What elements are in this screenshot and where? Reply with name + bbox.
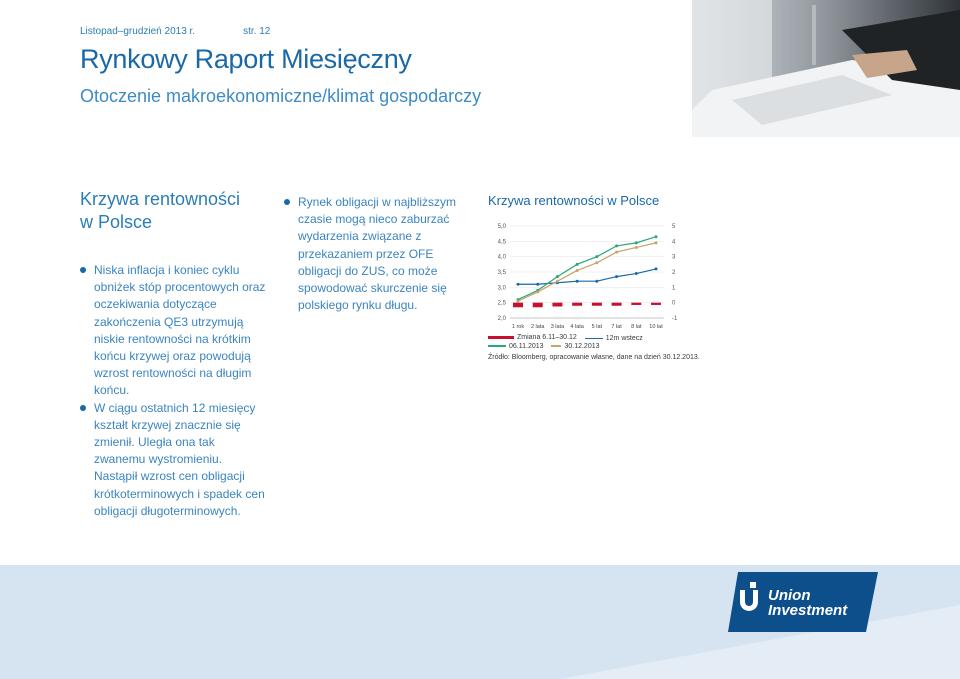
series-point (556, 280, 559, 283)
y-left-tick-label: 4,5 (497, 239, 506, 246)
chart-legend (488, 334, 688, 350)
y-right-tick-label: 3 (672, 254, 676, 261)
series-point (576, 269, 579, 272)
legend-item-3012 (551, 343, 599, 350)
y-right-tick-label: 2 (672, 270, 676, 276)
bar-mark (533, 303, 543, 308)
legend-line-swatch (585, 338, 603, 340)
left-column (80, 262, 266, 520)
bar-mark (612, 303, 622, 306)
header-meta (80, 26, 270, 37)
y-right-tick-label: 0 (672, 300, 676, 307)
header-photo (692, 0, 960, 137)
page-number: str. 12 (243, 26, 271, 37)
page-title: Rynkowy Raport Miesięczny (80, 44, 412, 74)
chart-axes (498, 224, 678, 330)
series-point (556, 275, 559, 278)
series-point (536, 290, 539, 293)
series-point (655, 241, 658, 244)
legend-line-swatch (551, 345, 561, 347)
legend-bar-swatch (488, 336, 514, 339)
series-point (655, 267, 658, 270)
yield-curve-chart (486, 214, 686, 332)
y-left-tick-label: 3,0 (497, 285, 506, 292)
bullet-item: W ciągu ostatnich 12 miesięcy kształt krzywej znacznie się zmienił. Uległa ona tak zwanemu wystromieniu. Nastąpił wzrost cen obligacji krótkoterminowych i spadek cen obligacji długoterminowych. (80, 400, 266, 520)
series-point (615, 251, 618, 254)
report-date: Listopad–grudzień 2013 r. (80, 26, 196, 37)
series-point (595, 255, 598, 258)
x-tick-label: 8 lat (631, 324, 642, 330)
logo-text (768, 588, 847, 618)
x-tick-label: 3 lata (550, 324, 565, 330)
series-point (615, 275, 618, 278)
x-tick-label: 7 lat (611, 324, 622, 330)
series-point (635, 241, 638, 244)
legend-item-0611 (488, 343, 544, 350)
series-point (595, 261, 598, 264)
legend-label: 06.11.2013 (509, 342, 544, 350)
x-tick-label: 4 lata (570, 324, 584, 330)
logo-line1: Union (768, 587, 811, 604)
bar-mark (513, 303, 523, 308)
series-point (635, 272, 638, 275)
y-right-tick-label: 1 (672, 285, 676, 292)
bullet-item: Rynek obligacji w najbliższym czasie mogą nieco zaburzać wydarzenia związane z przekazaniem przez OFE obligacji do ZUS, co może spowodować skurczenie się polskiego rynku długu. (284, 194, 476, 314)
chart-source-note: Źródło: Bloomberg, opracowanie własne, dane na dzień 30.12.2013. (488, 354, 700, 361)
bullet-item: Niska inflacja i koniec cyklu obniżek stóp procentowych oraz oczekiwania dotyczące zakończenia QE3 utrzymują niskie rentowności na krótkim końcu krzywej oraz powodują wzrost rentowności na długim końcu. (80, 262, 266, 400)
section-heading-line2: w Polsce (80, 212, 153, 232)
newspaper-photo-image (692, 0, 960, 137)
series-point (576, 280, 579, 283)
chart-title: Krzywa rentowności w Polsce (488, 193, 660, 208)
bar-mark (631, 303, 641, 305)
y-left-tick-label: 2,5 (497, 300, 506, 307)
bar-mark (572, 303, 582, 306)
union-investment-logo (728, 572, 878, 632)
logo-line2: Investment (768, 602, 848, 619)
section-heading (80, 188, 260, 234)
chart-lines (517, 235, 658, 302)
y-right-tick-label: 5 (672, 224, 676, 230)
y-left-tick-label: 4,0 (497, 254, 506, 261)
middle-column (284, 194, 476, 314)
y-right-tick-label: 4 (672, 239, 676, 246)
bar-mark (592, 303, 602, 306)
legend-label: 12m wstecz (605, 334, 643, 342)
series-point (595, 280, 598, 283)
legend-item-bars (488, 334, 577, 341)
legend-label: 30.12.2013 (564, 342, 600, 350)
series-line (518, 269, 656, 284)
series-point (517, 300, 520, 303)
middle-bullet-list (284, 194, 476, 314)
left-bullet-list (80, 262, 266, 520)
bar-mark (552, 303, 562, 307)
legend-line-swatch (488, 345, 506, 347)
x-tick-label: 10 lat (649, 324, 663, 330)
series-point (517, 283, 520, 286)
series-point (536, 283, 539, 286)
page-subtitle: Otoczenie makroekonomiczne/klimat gospodarczy (80, 86, 482, 106)
y-left-tick-label: 5,0 (497, 224, 506, 230)
series-point (635, 246, 638, 249)
y-left-tick-label: 2,0 (497, 316, 506, 322)
y-left-tick-label: 3,5 (497, 270, 506, 276)
series-point (655, 235, 658, 238)
series-point (576, 263, 579, 266)
chart-bars (513, 303, 661, 308)
x-tick-label: 1 rok (511, 324, 525, 330)
x-tick-label: 2 lata (530, 324, 545, 330)
legend-item-12m (585, 335, 643, 342)
section-heading-line1: Krzywa rentowności (80, 189, 241, 209)
bar-mark (651, 303, 661, 305)
x-tick-label: 5 lat (591, 324, 603, 330)
legend-label: Zmiana 6.11–30.12 (517, 334, 577, 341)
series-point (615, 244, 618, 247)
y-right-tick-label: -1 (672, 316, 678, 322)
